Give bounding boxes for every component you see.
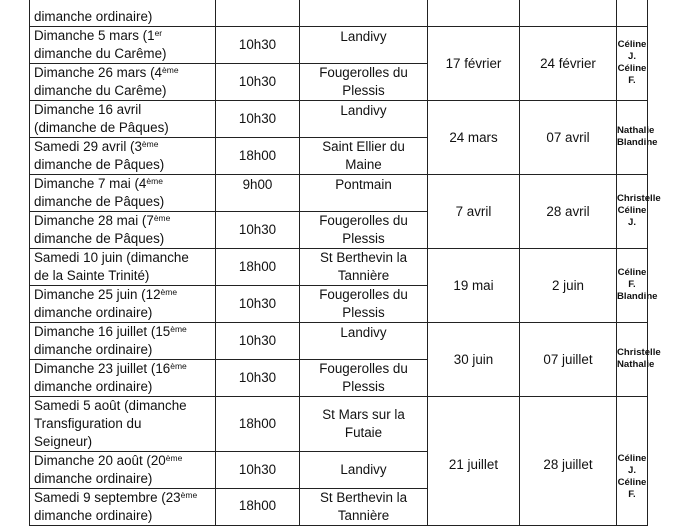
place-line-1: Landivy bbox=[340, 102, 387, 118]
place-line-1: Saint Ellier du bbox=[322, 138, 405, 154]
celebration-line-1: Dimanche 20 août (20 bbox=[34, 452, 166, 468]
time-value: 18h00 bbox=[238, 415, 277, 431]
ordinal-suffix: ème bbox=[162, 64, 179, 75]
names-cell bbox=[617, 26, 648, 100]
time-value: 10h30 bbox=[238, 369, 277, 385]
schedule-body bbox=[30, 0, 661, 525]
place-line-1: Fougerolles du bbox=[319, 360, 408, 376]
date-a-value: 21 juillet bbox=[448, 456, 499, 472]
place-cell bbox=[300, 396, 428, 451]
celebration-cell bbox=[30, 174, 216, 211]
time-cell bbox=[216, 0, 300, 26]
celebration-line-2: Transfiguration du bbox=[34, 415, 142, 431]
place-cell bbox=[300, 137, 428, 174]
place-line-1: Fougerolles du bbox=[319, 212, 408, 228]
celebration-line-1: Dimanche 23 juillet (16 bbox=[34, 360, 171, 376]
table-row bbox=[30, 174, 648, 211]
reader-name-1: Christelle bbox=[617, 347, 661, 358]
date-a-cell bbox=[428, 26, 520, 100]
celebration-line-1: Samedi 9 septembre (23 bbox=[34, 489, 181, 505]
ordinal-suffix: ème bbox=[141, 138, 159, 149]
celebration-line-1: Samedi 29 avril (3 bbox=[34, 138, 142, 154]
time-value: 10h30 bbox=[238, 295, 277, 311]
place-cell bbox=[300, 63, 428, 100]
table-row bbox=[30, 396, 648, 451]
date-b-value: 2 juin bbox=[551, 277, 584, 293]
place-cell bbox=[300, 248, 428, 285]
reader-name-2: Blandine bbox=[617, 291, 658, 302]
table-row bbox=[30, 248, 648, 285]
place-cell bbox=[300, 211, 428, 248]
celebration-cell bbox=[30, 285, 216, 322]
celebration-line-2: de la Sainte Trinité) bbox=[34, 267, 150, 283]
place-line-2: Plessis bbox=[342, 304, 385, 320]
place-line-1: Pontmain bbox=[335, 176, 392, 192]
time-cell bbox=[216, 63, 300, 100]
names-cell bbox=[617, 174, 661, 248]
date-b-cell bbox=[520, 174, 617, 248]
table-row bbox=[30, 100, 648, 137]
date-a-value: 7 avril bbox=[455, 203, 492, 219]
place-cell bbox=[300, 359, 428, 396]
celebration-cell bbox=[30, 26, 216, 63]
time-value: 10h30 bbox=[238, 221, 277, 237]
time-cell bbox=[216, 174, 300, 211]
celebration-cell bbox=[30, 137, 216, 174]
celebration-line-3: Seigneur) bbox=[34, 433, 93, 449]
table-row bbox=[30, 322, 648, 359]
place-line-1: St Berthevin la bbox=[319, 249, 408, 265]
place-line-2: Tannière bbox=[337, 507, 390, 523]
celebration-line-2: (dimanche de Pâques) bbox=[34, 119, 169, 135]
date-a-cell bbox=[428, 174, 520, 248]
reader-name-2: Céline J. bbox=[617, 205, 647, 228]
time-cell bbox=[216, 137, 300, 174]
table-row bbox=[30, 0, 648, 26]
celebration-line-2: dimanche ordinaire) bbox=[34, 341, 153, 357]
reader-name-1: Céline J. bbox=[617, 452, 647, 476]
ordinal-suffix: ème bbox=[160, 286, 178, 297]
date-b-cell bbox=[520, 396, 617, 525]
date-a-cell bbox=[428, 396, 520, 525]
celebration-line-2: dimanche de Pâques) bbox=[34, 193, 165, 209]
celebration-line-1: Dimanche 28 mai (7 bbox=[34, 212, 154, 228]
date-b-value: 24 février bbox=[540, 55, 596, 71]
celebration-line-2: dimanche ordinaire) bbox=[34, 304, 153, 320]
celebration-cell bbox=[30, 488, 216, 525]
celebration-line-2: dimanche ordinaire) bbox=[34, 470, 153, 486]
place-cell bbox=[300, 285, 428, 322]
place-cell bbox=[300, 174, 428, 211]
time-cell bbox=[216, 451, 300, 488]
time-value: 10h30 bbox=[238, 461, 277, 477]
date-a-cell bbox=[428, 0, 520, 26]
time-value: 10h30 bbox=[238, 332, 277, 348]
date-a-value: 24 mars bbox=[449, 129, 498, 145]
celebration-line-1: Samedi 5 août (dimanche bbox=[34, 397, 187, 413]
time-cell bbox=[216, 100, 300, 137]
place-line-2: Plessis bbox=[342, 378, 385, 394]
celebration-line-1: Dimanche 5 mars (1 bbox=[34, 27, 155, 43]
place-line-2: Futaie bbox=[344, 424, 383, 440]
time-value: 18h00 bbox=[238, 258, 277, 274]
names-cell bbox=[617, 248, 658, 322]
place-line-1: St Mars sur la bbox=[322, 406, 405, 422]
time-cell bbox=[216, 26, 300, 63]
place-line-2: Maine bbox=[345, 156, 382, 172]
time-value: 18h00 bbox=[238, 147, 277, 163]
date-a-cell bbox=[428, 322, 520, 396]
date-b-cell bbox=[520, 26, 617, 100]
ordinal-suffix: ème bbox=[146, 175, 163, 186]
ordinal-suffix: ème bbox=[170, 360, 187, 371]
reader-name-2: Céline F. bbox=[617, 63, 647, 86]
date-b-value: 07 avril bbox=[546, 129, 590, 145]
celebration-cell bbox=[30, 0, 216, 26]
place-line-1: Fougerolles du bbox=[319, 286, 408, 302]
reader-name-2: Nathalie bbox=[617, 359, 655, 370]
place-cell bbox=[300, 451, 428, 488]
celebration-line-1: Dimanche 16 avril bbox=[34, 101, 142, 117]
place-cell bbox=[300, 26, 428, 63]
place-cell bbox=[300, 322, 428, 359]
date-a-value: 19 mai bbox=[453, 277, 494, 293]
schedule-sheet bbox=[29, 0, 661, 526]
place-line-2: Plessis bbox=[342, 230, 385, 246]
celebration-line-1: Dimanche 26 mars (4 bbox=[34, 64, 163, 80]
celebration-cell bbox=[30, 322, 216, 359]
place-cell bbox=[300, 488, 428, 525]
celebration-cell bbox=[30, 396, 216, 451]
celebration-line-2: dimanche de Pâques) bbox=[34, 156, 165, 172]
ordinal-suffix: er bbox=[154, 27, 163, 38]
mass-schedule-table bbox=[29, 0, 661, 526]
names-cell bbox=[617, 0, 648, 26]
date-b-value: 28 juillet bbox=[543, 456, 593, 472]
celebration-cell bbox=[30, 100, 216, 137]
names-cell bbox=[617, 396, 648, 525]
date-a-value: 17 février bbox=[445, 55, 502, 71]
time-cell bbox=[216, 248, 300, 285]
date-b-cell bbox=[520, 100, 617, 174]
celebration-line-1: Dimanche 16 juillet (15 bbox=[34, 323, 171, 339]
place-line-1: Landivy bbox=[340, 28, 387, 44]
celebration-line-1: Dimanche 7 mai (4 bbox=[34, 175, 147, 191]
time-cell bbox=[216, 488, 300, 525]
place-line-2: Plessis bbox=[342, 82, 385, 98]
place-line-1: Landivy bbox=[340, 461, 387, 477]
date-b-cell bbox=[520, 0, 617, 26]
time-value: 10h30 bbox=[238, 36, 277, 52]
date-a-cell bbox=[428, 100, 520, 174]
celebration-line-2: dimanche du Carême) bbox=[34, 45, 167, 61]
time-cell bbox=[216, 359, 300, 396]
celebration-line-1: Samedi 10 juin (dimanche bbox=[34, 249, 189, 265]
reader-name-1: Céline J. bbox=[617, 39, 647, 62]
reader-name-1: Nathalie bbox=[617, 125, 655, 136]
celebration-line-2: dimanche de Pâques) bbox=[34, 230, 165, 246]
celebration-cell bbox=[30, 211, 216, 248]
celebration-cell bbox=[30, 63, 216, 100]
celebration-line-2: dimanche du Carême) bbox=[34, 82, 167, 98]
date-b-cell bbox=[520, 248, 617, 322]
date-a-value: 30 juin bbox=[453, 351, 494, 367]
reader-name-1: Céline F. bbox=[617, 267, 647, 290]
reader-name-1: Christelle bbox=[617, 193, 661, 204]
place-line-1: Landivy bbox=[340, 324, 387, 340]
names-cell bbox=[617, 322, 661, 396]
time-cell bbox=[216, 285, 300, 322]
celebration-line-2: dimanche ordinaire) bbox=[34, 378, 153, 394]
place-cell bbox=[300, 100, 428, 137]
place-line-1: St Berthevin la bbox=[319, 489, 408, 505]
celebration-line-1: Dimanche 25 juin (12 bbox=[34, 286, 161, 302]
table-row bbox=[30, 26, 648, 63]
place-cell bbox=[300, 0, 428, 26]
ordinal-suffix: ème bbox=[180, 489, 198, 500]
ordinal-suffix: ème bbox=[170, 323, 187, 334]
ordinal-suffix: ème bbox=[165, 452, 183, 463]
time-cell bbox=[216, 396, 300, 451]
time-value: 10h30 bbox=[238, 73, 277, 89]
celebration-cell bbox=[30, 248, 216, 285]
date-a-cell bbox=[428, 248, 520, 322]
celebration-cell bbox=[30, 451, 216, 488]
reader-name-2: Blandine bbox=[617, 137, 658, 148]
date-b-cell bbox=[520, 322, 617, 396]
time-value: 18h00 bbox=[238, 497, 277, 513]
date-b-value: 07 juillet bbox=[543, 351, 593, 367]
names-cell bbox=[617, 100, 658, 174]
place-line-1: Fougerolles du bbox=[319, 64, 408, 80]
celebration-line-2: dimanche ordinaire) bbox=[34, 507, 153, 523]
time-cell bbox=[216, 322, 300, 359]
time-value: 9h00 bbox=[242, 176, 273, 192]
date-b-value: 28 avril bbox=[546, 203, 590, 219]
place-line-2: Tannière bbox=[337, 267, 390, 283]
time-cell bbox=[216, 211, 300, 248]
celebration-cell bbox=[30, 359, 216, 396]
time-value: 10h30 bbox=[238, 110, 277, 126]
reader-name-2: Céline F. bbox=[617, 476, 647, 500]
celebration-line-2: dimanche ordinaire) bbox=[34, 8, 153, 24]
ordinal-suffix: ème bbox=[153, 212, 171, 223]
